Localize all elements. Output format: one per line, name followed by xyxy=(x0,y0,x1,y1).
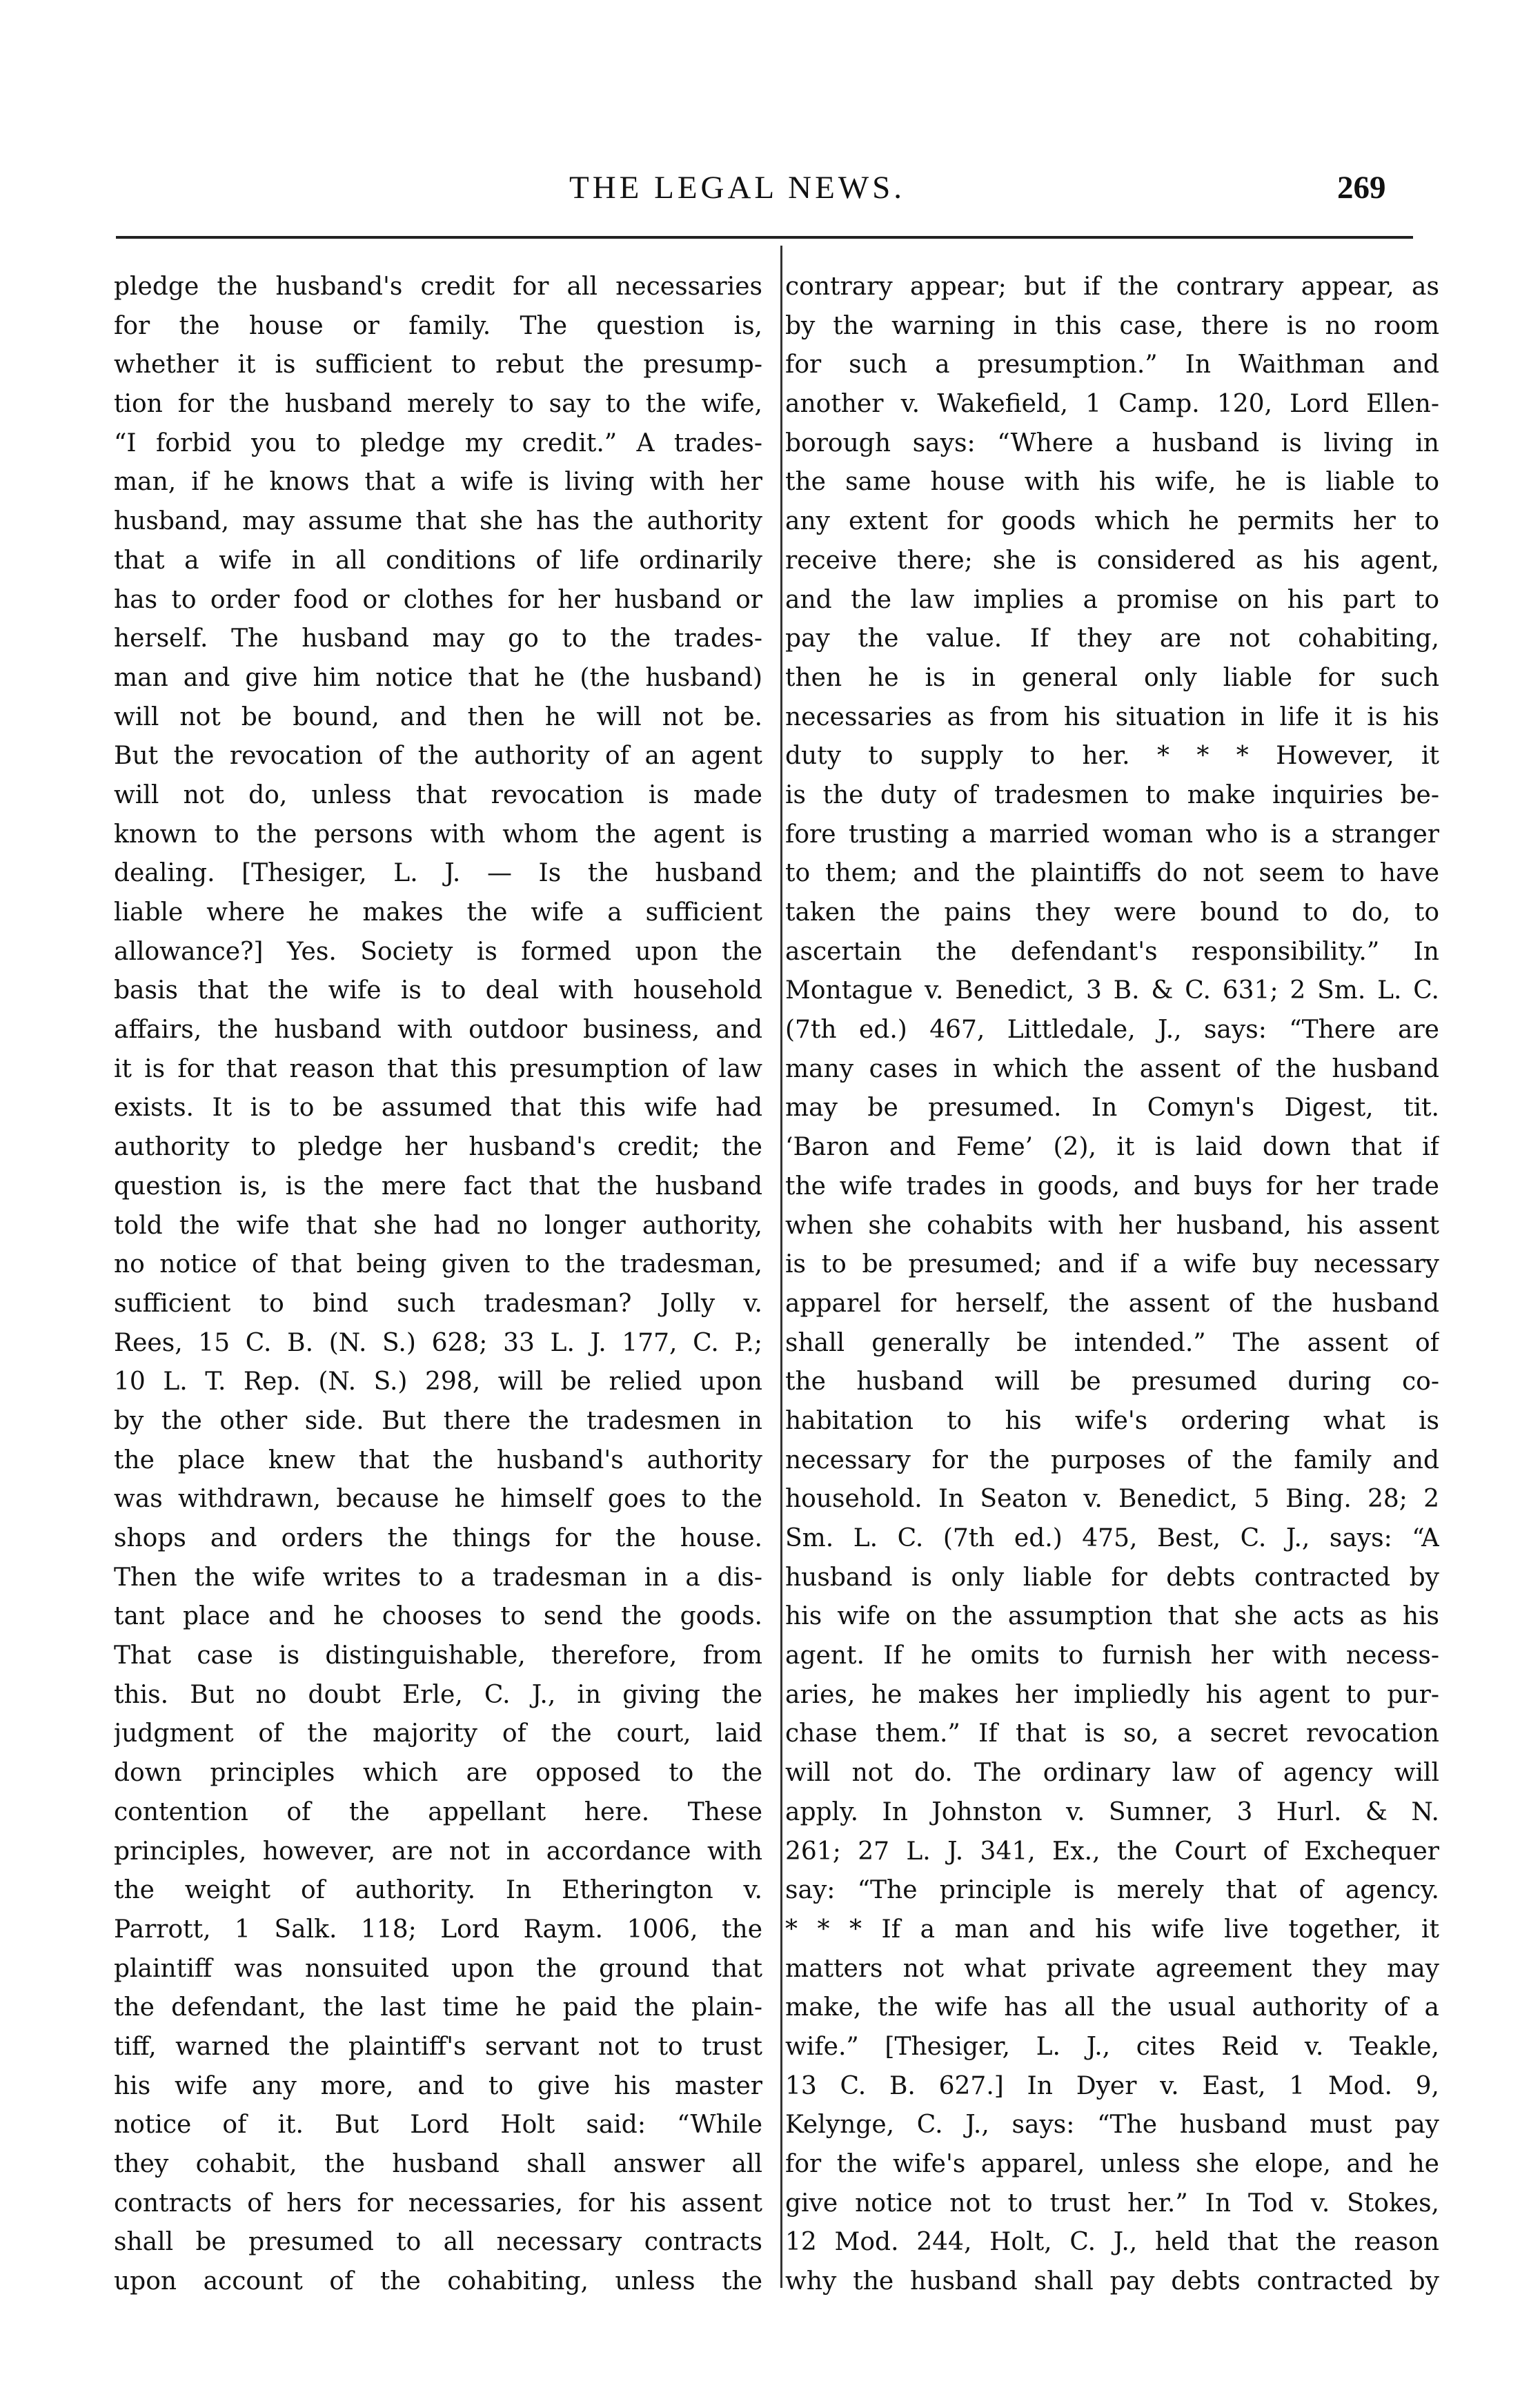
text-line: is the duty of tradesmen to make inquiries be- xyxy=(785,780,1439,809)
text-line: chase them.” If that is so, a secret revocation xyxy=(785,1719,1439,1748)
text-line: liable where he makes the wife a sufficient xyxy=(114,898,762,927)
text-line: contracts of hers for necessaries, for his assent xyxy=(114,2189,762,2218)
text-line: then he is in general only liable for such xyxy=(785,663,1439,692)
text-line: Rees, 15 C. B. (N. S.) 628; 33 L. J. 177, C. P.; xyxy=(114,1328,762,1357)
text-line: whether it is sufficient to rebut the presump- xyxy=(114,351,762,379)
text-line: the same house with his wife, he is liable to xyxy=(785,468,1439,497)
text-line: tiff, warned the plaintiff's servant not to trust xyxy=(114,2032,762,2061)
text-line: told the wife that she had no longer authority, xyxy=(114,1211,762,1240)
text-line: affairs, the husband with outdoor business, and xyxy=(114,1016,762,1045)
text-line: Sm. L. C. (7th ed.) 475, Best, C. J., says: “A xyxy=(785,1524,1439,1552)
text-line: many cases in which the assent of the husband xyxy=(785,1054,1439,1083)
text-line: down principles which are opposed to the xyxy=(114,1759,762,1788)
text-line: for the house or family. The question is, xyxy=(114,311,762,340)
text-line: receive there; she is considered as his agent, xyxy=(785,546,1439,575)
text-line: duty to supply to her. * * * However, it xyxy=(785,742,1439,771)
text-line: 12 Mod. 244, Holt, C. J., held that the reason xyxy=(785,2228,1439,2257)
text-line: why the husband shall pay debts contracted by xyxy=(785,2267,1439,2296)
text-line: tion for the husband merely to say to the wife, xyxy=(114,390,762,419)
text-line: for such a presumption.” In Waithman and xyxy=(785,351,1439,379)
text-line: that a wife in all conditions of life ordinarily xyxy=(114,546,762,575)
running-title: THE LEGAL NEWS. xyxy=(569,170,906,206)
text-line: pledge the husband's credit for all necessaries xyxy=(114,273,762,301)
text-line: the husband will be presumed during co- xyxy=(785,1368,1439,1396)
text-line: man and give him notice that he (the husband) xyxy=(114,663,762,692)
text-line: habitation to his wife's ordering what is xyxy=(785,1406,1439,1435)
text-line: agent. If he omits to furnish her with necess- xyxy=(785,1641,1439,1670)
text-line: they cohabit, the husband shall answer all xyxy=(114,2150,762,2178)
text-line: aries, he makes her impliedly his agent to pur- xyxy=(785,1680,1439,1709)
text-line: when she cohabits with her husband, his assent xyxy=(785,1211,1439,1240)
text-line: But the revocation of the authority of an agent xyxy=(114,742,762,771)
text-line: Montague v. Benedict, 3 B. & C. 631; 2 Sm. L. C. xyxy=(785,976,1439,1005)
text-line: shops and orders the things for the house. xyxy=(114,1524,762,1552)
text-line: Parrott, 1 Salk. 118; Lord Raym. 1006, the xyxy=(114,1915,762,1944)
column-divider xyxy=(780,246,782,2288)
text-line: the wife trades in goods, and buys for her trade xyxy=(785,1172,1439,1201)
text-line: authority to pledge her husband's credit; the xyxy=(114,1133,762,1162)
text-line: contention of the appellant here. These xyxy=(114,1797,762,1826)
text-line: by the other side. But there the tradesmen in xyxy=(114,1406,762,1435)
text-line: shall be presumed to all necessary contracts xyxy=(114,2228,762,2257)
text-line: will not do, unless that revocation is made xyxy=(114,780,762,809)
text-line: * * * If a man and his wife live together, it xyxy=(785,1915,1439,1944)
text-line: husband is only liable for debts contracted by xyxy=(785,1563,1439,1592)
text-line: make, the wife has all the usual authority of a xyxy=(785,1993,1439,2022)
text-line: notice of it. But Lord Holt said: “While xyxy=(114,2111,762,2140)
text-line: give notice not to trust her.” In Tod v. Stokes, xyxy=(785,2189,1439,2218)
text-line: the defendant, the last time he paid the plain- xyxy=(114,1993,762,2022)
text-line: fore trusting a married woman who is a stranger xyxy=(785,820,1439,849)
text-line: the weight of authority. In Etherington v. xyxy=(114,1876,762,1905)
text-line: taken the pains they were bound to do, to xyxy=(785,898,1439,927)
text-line: may be presumed. In Comyn's Digest, tit. xyxy=(785,1094,1439,1123)
page-number: 269 xyxy=(1337,170,1386,206)
text-line: dealing. [Thesiger, L. J. — Is the husband xyxy=(114,859,762,888)
text-line: for the wife's apparel, unless she elope, and he xyxy=(785,2150,1439,2178)
text-line: allowance?] Yes. Society is formed upon the xyxy=(114,937,762,966)
text-line: tant place and he chooses to send the goods. xyxy=(114,1602,762,1631)
text-line: no notice of that being given to the tradesman, xyxy=(114,1250,762,1279)
text-line: say: “The principle is merely that of agency. xyxy=(785,1876,1439,1905)
text-line: herself. The husband may go to the trades- xyxy=(114,624,762,653)
text-line: wife.” [Thesiger, L. J., cites Reid v. Teakle, xyxy=(785,2032,1439,2061)
left-column xyxy=(114,268,762,2302)
text-line: apply. In Johnston v. Sumner, 3 Hurl. & N. xyxy=(785,1797,1439,1826)
text-line: husband, may assume that she has the authority xyxy=(114,507,762,536)
text-line: by the warning in this case, there is no room xyxy=(785,311,1439,340)
text-line: any extent for goods which he permits her to xyxy=(785,507,1439,536)
text-line: pay the value. If they are not cohabiting, xyxy=(785,624,1439,653)
text-line: question is, is the mere fact that the husband xyxy=(114,1172,762,1201)
text-line: his wife any more, and to give his master xyxy=(114,2071,762,2100)
text-line: exists. It is to be assumed that this wife had xyxy=(114,1094,762,1123)
text-line: shall generally be intended.” The assent of xyxy=(785,1328,1439,1357)
text-line: known to the persons with whom the agent is xyxy=(114,820,762,849)
text-line: basis that the wife is to deal with household xyxy=(114,976,762,1005)
text-line: 13 C. B. 627.] In Dyer v. East, 1 Mod. 9, xyxy=(785,2071,1439,2100)
text-line: has to order food or clothes for her husband or xyxy=(114,585,762,614)
text-line: and the law implies a promise on his part to xyxy=(785,585,1439,614)
text-line: upon account of the cohabiting, unless the xyxy=(114,2267,762,2296)
text-line: 261; 27 L. J. 341, Ex., the Court of Exchequer xyxy=(785,1837,1439,1866)
header-rule xyxy=(116,236,1413,239)
page-header xyxy=(0,169,1540,217)
text-line: necessary for the purposes of the family and xyxy=(785,1445,1439,1474)
text-line: the place knew that the husband's authority xyxy=(114,1445,762,1474)
text-line: (7th ed.) 467, Littledale, J., says: “There are xyxy=(785,1016,1439,1045)
text-line: judgment of the majority of the court, laid xyxy=(114,1719,762,1748)
text-line: 10 L. T. Rep. (N. S.) 298, will be relied upon xyxy=(114,1368,762,1396)
text-line: it is for that reason that this presumption of law xyxy=(114,1054,762,1083)
text-line: principles, however, are not in accordance with xyxy=(114,1837,762,1866)
text-line: ‘Baron and Feme’ (2), it is laid down that if xyxy=(785,1133,1439,1162)
text-line: sufficient to bind such tradesman? Jolly v. xyxy=(114,1289,762,1318)
text-line: necessaries as from his situation in life it is his xyxy=(785,702,1439,731)
text-line: contrary appear; but if the contrary appear, as xyxy=(785,273,1439,301)
text-line: household. In Seaton v. Benedict, 5 Bing. 28; 2 xyxy=(785,1485,1439,1514)
text-line: plaintiff was nonsuited upon the ground that xyxy=(114,1954,762,1983)
text-line: is to be presumed; and if a wife buy necessary xyxy=(785,1250,1439,1279)
text-line: “I forbid you to pledge my credit.” A trades- xyxy=(114,428,762,457)
text-line: will not be bound, and then he will not be. xyxy=(114,702,762,731)
text-line: this. But no doubt Erle, C. J., in giving the xyxy=(114,1680,762,1709)
text-line: Then the wife writes to a tradesman in a dis- xyxy=(114,1563,762,1592)
text-line: another v. Wakefield, 1 Camp. 120, Lord Ellen- xyxy=(785,390,1439,419)
right-column xyxy=(785,268,1439,2302)
text-line: ascertain the defendant's responsibility.” In xyxy=(785,937,1439,966)
text-line: matters not what private agreement they may xyxy=(785,1954,1439,1983)
text-line: Kelynge, C. J., says: “The husband must pay xyxy=(785,2111,1439,2140)
text-line: will not do. The ordinary law of agency will xyxy=(785,1759,1439,1788)
text-line: That case is distinguishable, therefore, from xyxy=(114,1641,762,1670)
text-line: to them; and the plaintiffs do not seem to have xyxy=(785,859,1439,888)
text-line: borough says: “Where a husband is living in xyxy=(785,428,1439,457)
text-line: was withdrawn, because he himself goes to the xyxy=(114,1485,762,1514)
text-line: his wife on the assumption that she acts as his xyxy=(785,1602,1439,1631)
text-line: apparel for herself, the assent of the husband xyxy=(785,1289,1439,1318)
text-line: man, if he knows that a wife is living with her xyxy=(114,468,762,497)
